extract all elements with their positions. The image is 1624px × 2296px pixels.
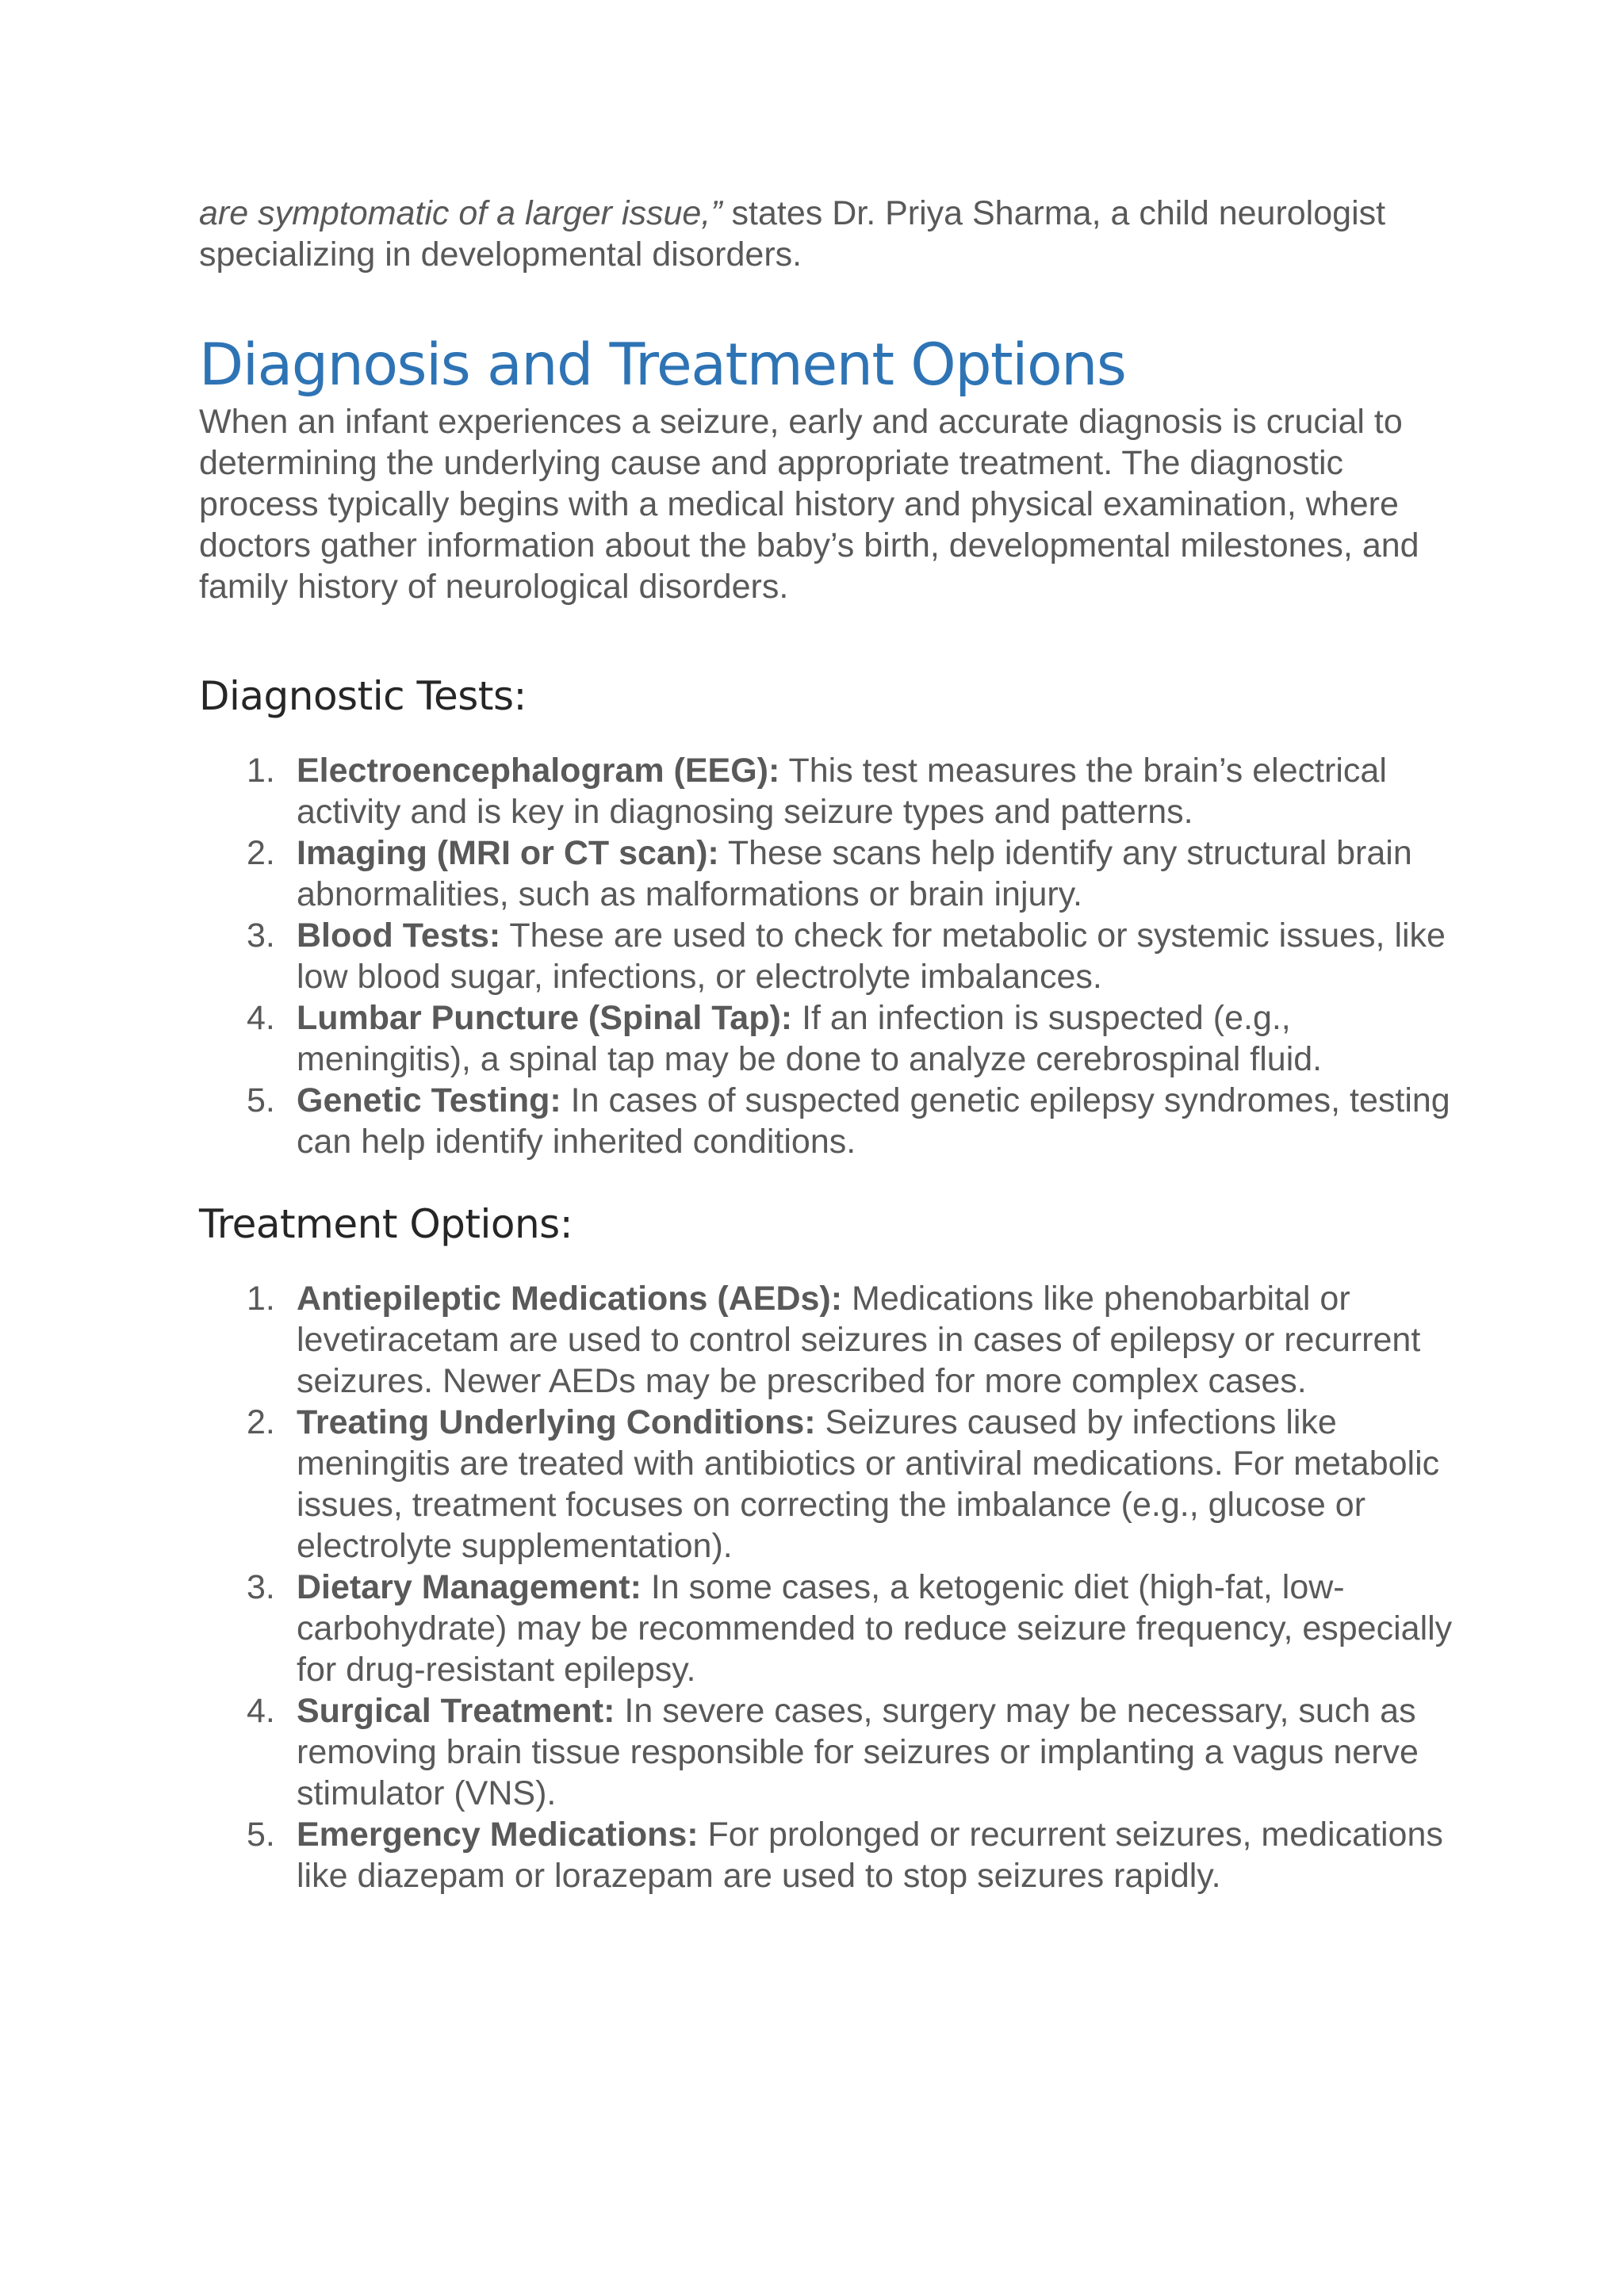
diagnostic-tests-heading: Diagnostic Tests: <box>199 673 527 719</box>
intro-paragraph <box>199 193 1468 275</box>
list-item <box>199 750 1470 832</box>
list-text: If an infection is suspected (e.g., meningitis), a spinal tap may be done to analyze cerebrospinal fluid. <box>297 999 1323 1078</box>
list-text: In cases of suspected genetic epilepsy syndromes, testing can help identify inherited conditions. <box>297 1081 1450 1161</box>
list-number: 2. <box>247 1403 275 1441</box>
list-text: These are used to check for metabolic or systemic issues, like low blood sugar, infections, or electrolyte imbalances. <box>297 916 1446 996</box>
list-number: 1. <box>247 752 275 790</box>
list-text: Medications like phenobarbital or levetiracetam are used to control seizures in cases of epilepsy or recurrent seizures. Newer AEDs may be prescribed for more complex cases. <box>297 1280 1421 1400</box>
list-item <box>199 997 1470 1080</box>
list-item <box>199 915 1470 997</box>
document-content <box>199 193 1468 1896</box>
list-term: Electroencephalogram (EEG): <box>297 752 780 790</box>
list-number: 1. <box>247 1280 275 1318</box>
list-text: For prolonged or recurrent seizures, medications like diazepam or lorazepam are used to stop seizures rapidly. <box>297 1816 1443 1895</box>
list-number: 5. <box>247 1081 275 1119</box>
list-term: Imaging (MRI or CT scan): <box>297 834 719 872</box>
list-number: 2. <box>247 834 275 872</box>
list-term: Blood Tests: <box>297 916 501 955</box>
list-item <box>199 1080 1470 1162</box>
list-item <box>199 832 1470 915</box>
list-text: These scans help identify any structural brain abnormalities, such as malformations or brain injury. <box>297 834 1412 913</box>
list-number: 5. <box>247 1816 275 1854</box>
list-number: 3. <box>247 916 275 955</box>
section-title: Diagnosis and Treatment Options <box>199 331 1126 399</box>
list-item <box>199 1690 1470 1814</box>
section-paragraph: When an infant experiences a seizure, early and accurate diagnosis is crucial to determining the underlying cause and appropriate treatment. The diagnostic process typically begins with a medical history and physical examination, where doctors gather information about the baby’s birth, developmental milestones, and family history of neurological disorders. <box>199 403 1419 606</box>
intro-quote: are symptomatic of a larger issue,” <box>199 194 722 232</box>
list-term: Dietary Management: <box>297 1568 642 1606</box>
list-term: Treating Underlying Conditions: <box>297 1403 816 1441</box>
list-text: In severe cases, surgery may be necessary, such as removing brain tissue responsible for seizures or implanting a vagus nerve stimulator (VNS). <box>297 1692 1419 1812</box>
list-term: Surgical Treatment: <box>297 1692 615 1730</box>
list-text: This test measures the brain’s electrical activity and is key in diagnosing seizure types and patterns. <box>297 752 1387 831</box>
list-term: Lumbar Puncture (Spinal Tap): <box>297 999 793 1037</box>
list-term: Genetic Testing: <box>297 1081 561 1119</box>
list-term: Emergency Medications: <box>297 1816 699 1854</box>
diagnostic-tests-list <box>199 750 1468 1162</box>
list-item <box>199 1402 1470 1567</box>
treatment-options-list <box>199 1278 1468 1896</box>
intro-attribution: states Dr. Priya Sharma, a child neurologist specializing in developmental disorders. <box>199 194 1386 274</box>
list-number: 4. <box>247 1692 275 1730</box>
list-item <box>199 1814 1470 1896</box>
list-number: 3. <box>247 1568 275 1606</box>
list-text: Seizures caused by infections like meningitis are treated with antibiotics or antiviral medications. For metabolic issues, treatment focuses on correcting the imbalance (e.g., glucose or electrolyte supplementation). <box>297 1403 1440 1565</box>
list-number: 4. <box>247 999 275 1037</box>
list-item <box>199 1567 1470 1690</box>
list-text: In some cases, a ketogenic diet (high-fat, low-carbohydrate) may be recommended to reduce seizure frequency, especially for drug-resistant epilepsy. <box>297 1568 1453 1689</box>
treatment-options-heading: Treatment Options: <box>199 1201 573 1247</box>
list-term: Antiepileptic Medications (AEDs): <box>297 1280 843 1318</box>
list-item <box>199 1278 1470 1402</box>
